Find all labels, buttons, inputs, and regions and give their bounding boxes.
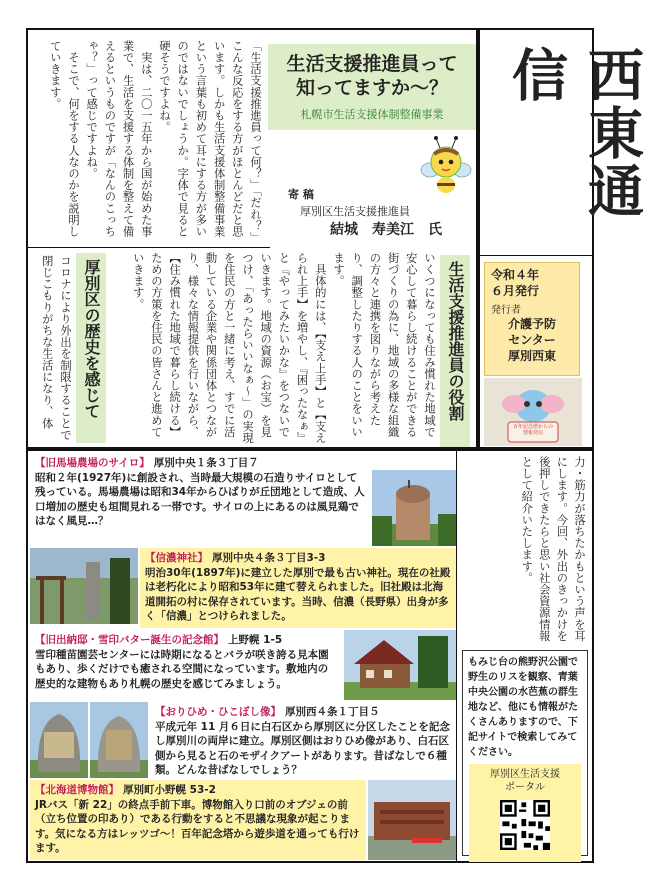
feature-headline-box <box>268 44 476 130</box>
spot-memorial-text: 雪印種苗園芸センターには時期になるとバラが咲き誇る見本園もあり、歩くだけでも癒される空間になっています。敷地内の歴史的な建物もあり札幌の歴史を感じてみましょう。 <box>35 648 329 690</box>
spot-shrine-title: 【信濃神社】 <box>145 552 208 564</box>
spot-statues-text: 平成元年 11 月６日に白石区から厚別区に分区したことを記念し厚別川の両岸に建立。厚別区側はおりひめ像があり、白石区側から見ると石のモザイクアートがあります。昔ばなしで６種類。どんな昔ばなしでしょう？ <box>155 720 450 776</box>
byline-org: 厚別区生活支援推進員 <box>300 205 410 218</box>
lower-divider <box>456 449 457 863</box>
shrine-photo <box>30 548 138 624</box>
publisher-label: 発行者 <box>491 305 521 316</box>
spot-statues-title: 【おりひめ・ひこぼし像】 <box>155 706 281 718</box>
spot-statues <box>150 702 456 778</box>
statue-photo-2 <box>90 702 148 778</box>
continuation-body: 力・筋力が落ちたかもという声を耳にします。今回、外出のきっかけを後押しできたらと思い社会資源情報として紹介いたします。 <box>520 456 586 642</box>
sidebar-note-body: もみじ台の熊野沢公園で野生のリスを観察、青葉中央公園の水芭蕉の群生地など、他にも情報がたくさんありますので、下記サイトで検索してみてください。 <box>468 657 578 758</box>
spot-silo-title: 【旧馬場農場のサイロ】 <box>35 457 150 469</box>
spot-silo <box>30 453 370 545</box>
publisher-name: 介護予防 センター 厚別西東 <box>507 317 556 363</box>
portal-box <box>469 764 581 862</box>
sidebar-note <box>462 650 588 856</box>
portal-label[interactable]: 厚別区生活支援 ポータル <box>490 769 560 793</box>
spot-museum <box>30 780 366 860</box>
feature-headline-1: 生活支援推進員って <box>286 53 458 75</box>
feature-headline-2: 知ってますか～？ <box>295 77 448 99</box>
statue-photo-1 <box>30 702 88 778</box>
role-heading: 生活支援推進員の役割 <box>440 255 470 447</box>
issue-date: 令和４年 ６月発行 <box>491 268 540 298</box>
spot-museum-title: 【北海道博物館】 <box>35 784 119 796</box>
spot-museum-address: 厚別町小野幌 53-2 <box>123 784 216 796</box>
spot-shrine-text: 明治30年(1897年)に建立した厚別で最も古い神社。現在の社殿は老朽化により昭和53年に建て替えられました。旧社殿は北海道開拓の村に保存されています。当時、信濃（長野県）出身が多く「信濃」とつけられました。 <box>145 566 451 622</box>
spot-memorial-hall <box>30 630 336 700</box>
bee-mascot-icon <box>420 132 472 196</box>
byline-name: 結城 寿美江 氏 <box>330 222 442 238</box>
feature-subhead: 札幌市生活支援体制整備事業 <box>300 108 444 121</box>
upper-divider <box>26 247 270 248</box>
mascot-photo <box>484 378 582 446</box>
spot-statues-address: 厚別西４条１丁目５ <box>285 706 380 718</box>
masthead-title: 西東通信 <box>503 46 645 220</box>
byline-label: 寄 稿 <box>288 188 314 201</box>
spot-museum-text: JRバス「新 22」の終点手前下車。博物館入り口前のオブジェの前（立ち位置の印あり）である行動をすると不思議な現象が起こります。気になる方はレッツゴ～！百年記念塔から遊歩道を通っても行けます。 <box>35 798 360 854</box>
feature-body: 「生活支援推進員って何？」「だれ？」こんな反応をする方がほとんどだと思います。しかも生活支援体制整備事業という言葉も初めて耳にする方が多いのではないでしょうか。字体で見ると硬そうですよね。 実は、二〇一五年から国が始めた事業で、生活を支援する体制を整えて備えるというものですが「なんのこっちゃ？」って感じですよね。 そこで、何をする人なのかを説明していきます。 <box>48 40 262 244</box>
spot-shrine <box>140 548 456 628</box>
role-body: いくつになっても住み慣れた地域で安心して暮らし続けることができる街づくりの為に、地域の多様な組織の方々と連携を図りながら考えたり、調整したりする人のことをいいます。 具体的には、【支え上手】と【支えられ上手】を増やし、『困ったなぁ』と『やってみたいかな』をつないでいきます。地域の資源（お宝）を見つけ、「あったらいいなぁ～」の実現を住民の方と一緒に考え、すでに活動している企業や関係団体とつながり、様々な情報提供を行いながら、【住み慣れた地域で暮らし続ける】ための方策を住民の皆さんと進めていきます。 <box>131 252 436 444</box>
history-body: コロナにより外出を制限することで閉じこもりがちな生活になり、体 <box>40 255 72 441</box>
memorial-hall-photo <box>344 630 456 700</box>
silo-photo <box>372 470 456 546</box>
masthead-divider <box>478 255 594 256</box>
issue-info-box <box>484 262 580 376</box>
mascot-sign-text: 百年記念塔からの 情報発信 <box>512 424 553 436</box>
qr-code-icon[interactable] <box>500 800 550 850</box>
museum-photo <box>368 780 456 860</box>
spot-shrine-address: 厚別中央４条３丁目3-3 <box>212 552 326 564</box>
spot-memorial-address: 上野幌 1-5 <box>228 634 283 646</box>
spot-silo-address: 厚別中央１条３丁目７ <box>153 457 259 469</box>
history-heading: 厚別区の歴史を感じて <box>76 253 106 443</box>
spot-memorial-title: 【旧出納邸・雪印バター誕生の記念館】 <box>35 634 224 646</box>
spot-silo-text: 昭和２年(1927年)に創設され、当時最大規模の石造りサイロとして残っている。馬場農場は昭和34年からひばりが丘団地として造成、人口増加の歴史も垣間見れる一帯です。サイロの上にあるのは風見鶏ではなく風見…？ <box>35 471 365 527</box>
